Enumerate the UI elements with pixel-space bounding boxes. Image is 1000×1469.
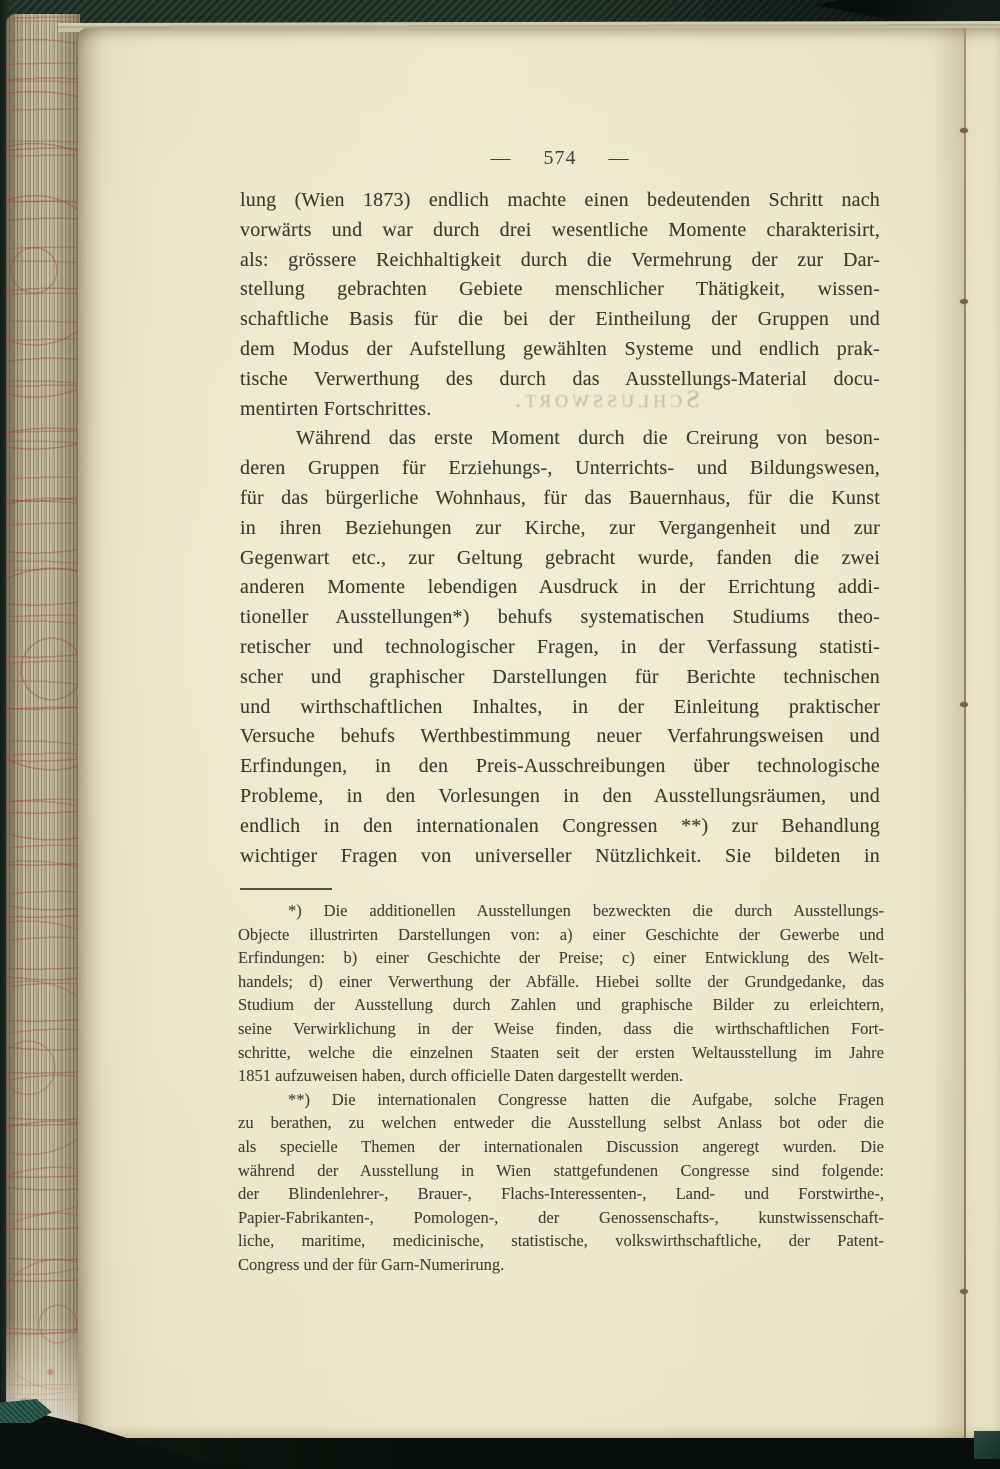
footnote-line: seine Verwirklichung in der Weise finden, dass die wirthschaftlichen Fort- [238,1018,884,1038]
footnote-lines [238,1111,884,1253]
footnote-separator-rule [240,888,332,890]
footnote-line: der Blindenlehrer-, Brauer-, Flachs-Interessenten-, Land- und Forstwirthe-, [238,1184,884,1204]
text-line: scher und graphischer Darstellungen für Berichte technischen [240,665,880,688]
page-number-dash-left: — [490,147,512,169]
text-line: Probleme, in den Vorlesungen in den Ausstellungsräumen, und [240,784,880,807]
text-line: wichtiger Fragen von universeller Nützlichkeit. Sie bildeten in [240,844,880,867]
footnote-line: zu berathen, zu welchen entweder die Ausstellung selbst Anlass bot oder die [238,1113,884,1133]
text-line: und wirthschaftlichen Inhaltes, in der Einleitung praktischer [240,695,880,718]
binding-stitch [960,1289,968,1294]
text-line: Während das erste Moment durch die Creirung von beson- [296,427,880,450]
page-fold-line [964,28,966,1438]
footnote-line: während der Ausstellung in Wien stattgefundenen Congresse sind folgende: [238,1160,884,1180]
text-line: schaftliche Basis für die bei der Eintheilung der Gruppen und [240,308,880,331]
binding-stitch [960,702,968,707]
book-page [78,28,1000,1438]
text-line: stellung gebrachten Gebiete menschlicher Thätigkeit, wissen- [240,278,880,301]
page-number [240,147,880,170]
page-edge-stack [6,14,80,1438]
page-number-dash-right: — [608,147,630,169]
ghost-bleedthrough-text: Schlusswort. [510,386,700,413]
text-line: in ihren Beziehungen zur Kirche, zur Vergangenheit und zur [240,516,880,539]
binding-stitch [960,299,968,304]
footnote-line: schritte, welche die einzelnen Staaten seit der ersten Weltausstellung im Jahre [238,1042,884,1062]
footnote-line: **) Die internationalen Congresse hatten die Aufgabe, solche Fragen [288,1089,884,1109]
text-line: vorwärts und war durch drei wesentliche Momente charakterisirt, [240,218,880,241]
footnote-line: Congress und der für Garn-Numerirung. [238,1254,505,1274]
footnote [238,899,884,1088]
paragraph [240,186,880,424]
gutter-shadow [934,28,964,1438]
body-text [240,186,880,871]
text-line: Gegenwart etc., zur Geltung gebracht wurde, fanden die zwei [240,546,880,569]
binding-stitch [960,128,968,133]
footnote-line: als specielle Themen der internationalen Discussion angeregt wurden. Die [238,1136,884,1156]
footnote-section [238,899,884,1277]
text-line: Versuche behufs Werthbestimmung neuer Verfahrungsweisen und [240,725,880,748]
text-line: tioneller Ausstellungen*) behufs systematischen Studiums theo- [240,606,880,629]
text-line: für das bürgerliche Wohnhaus, für das Bauernhaus, für die Kunst [240,486,880,509]
footnote-line: Objecte illustrirten Darstellungen von: a) einer Geschichte der Gewerbe und [238,924,884,944]
paragraph-lines [240,454,880,871]
footnote-lines [238,923,884,1065]
text-line: Erfindungen, in den Preis-Ausschreibungen über technologische [240,755,880,778]
text-line: mentirten Fortschrittes. [240,397,432,420]
footnote-line: Erfindungen: b) einer Geschichte der Preise; c) einer Entwicklung des Welt- [238,948,884,968]
text-line: anderen Momente lebendigen Ausdruck in der Errichtung addi- [240,576,880,599]
paragraph-lines [240,216,880,395]
footnote-line: liche, maritime, medicinische, statistische, volkswirthschaftliche, der Patent- [238,1231,884,1251]
text-line: retischer und technologischer Fragen, in der Verfassung statisti- [240,635,880,658]
text-line: tische Verwerthung des durch das Ausstellungs-Material docu- [240,367,880,390]
text-line: lung (Wien 1873) endlich machte einen bedeutenden Schritt nach [240,189,880,211]
paragraph [240,424,880,871]
footnote-line: Papier-Fabrikanten-, Pomologen-, der Genossenschafts-, kunstwissenschaft- [238,1207,884,1227]
text-line: endlich in den internationalen Congressen **) zur Behandlung [240,814,880,837]
page-number-value: 574 [543,147,577,169]
footnote-line: Studium der Ausstellung durch Zahlen und graphische Bilder zu erleichtern, [238,995,884,1015]
text-line: deren Gruppen für Erziehungs-, Unterrichts- und Bildungswesen, [240,457,880,480]
text-line: dem Modus der Aufstellung gewählten Systeme und endlich prak- [240,337,880,360]
cover-bottom-right-notch [974,1431,1000,1459]
footnote-line: 1851 aufzuweisen haben, durch officielle Daten dargestellt werden. [238,1066,684,1086]
text-line: als: grössere Reichhaltigkeit durch die Vermehrung der zur Dar- [240,248,880,271]
footnote-line: *) Die additionellen Ausstellungen bezweckten die durch Ausstellungs- [288,901,884,920]
footnote-line: handels; d) einer Verwerthung der Abfälle. Hiebei sollte der Grundgedanke, das [238,971,884,991]
footnote [238,1088,884,1277]
